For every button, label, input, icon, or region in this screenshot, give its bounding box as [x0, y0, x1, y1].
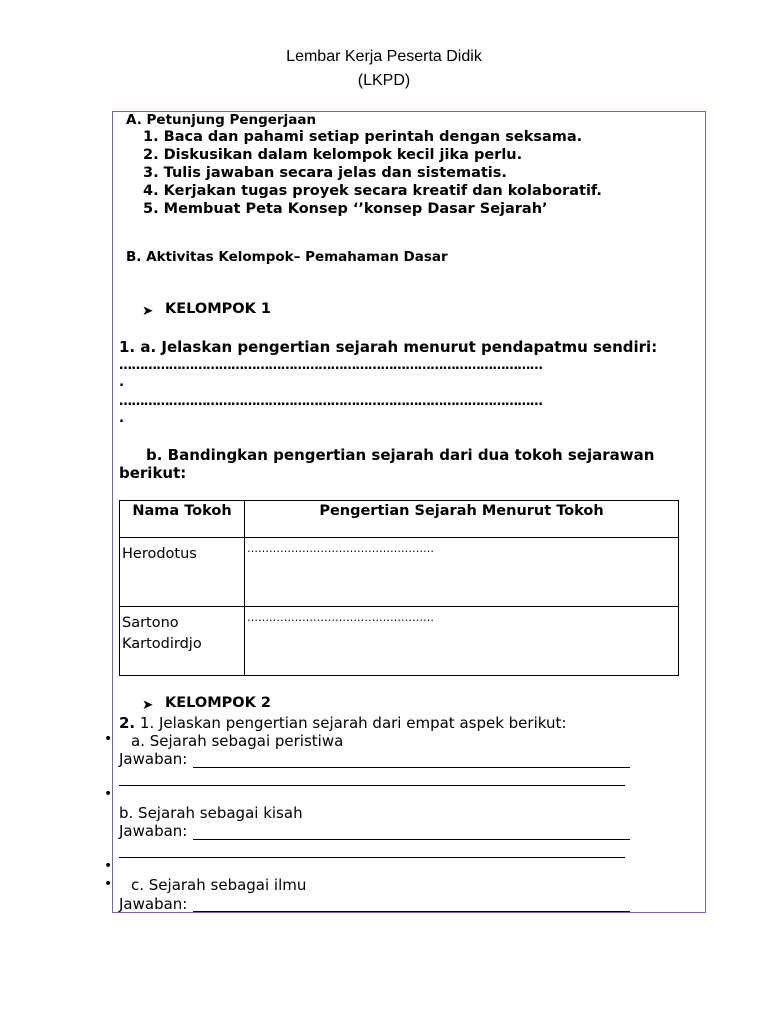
tokoh-table — [119, 500, 679, 676]
table-header-row — [120, 501, 679, 538]
jawaban-label-b: Jawaban: — [119, 822, 188, 840]
answer-dots-tail-2: . — [119, 410, 125, 426]
arrow-bullet-icon: ➤ — [142, 303, 154, 319]
aspect-b-label: b. Sejarah sebagai kisah — [119, 804, 303, 822]
table-row — [120, 607, 679, 676]
kelompok-1-heading: KELOMPOK 1 — [165, 301, 271, 317]
bullet-icon: • — [104, 731, 113, 747]
table-header-nama-tokoh: Nama Tokoh — [120, 501, 245, 538]
section-a-heading: A. Petunjung Pengerjaan — [126, 112, 317, 128]
bullet-icon: • — [104, 786, 113, 802]
answer-dots: …………………………………………… — [247, 542, 434, 555]
instruction-item-4: 4. Kerjakan tugas proyek secara kreatif dan kolaboratif. — [143, 183, 602, 199]
tokoh-name-line2: Kartodirdjo — [122, 636, 202, 652]
bullet-icon: • — [104, 876, 113, 892]
question-2-number: 2. — [119, 714, 136, 732]
table-cell-answer[interactable] — [245, 607, 679, 676]
answer-dots-tail-1: . — [119, 374, 125, 390]
answer-line-a2[interactable] — [119, 785, 625, 786]
tokoh-name-line1: Herodotus — [122, 546, 197, 562]
kelompok-2-heading: KELOMPOK 2 — [165, 695, 271, 711]
question-1b-line1: b. Bandingkan pengertian sejarah dari dua tokoh sejarawan — [146, 446, 655, 464]
table-cell-answer[interactable] — [245, 538, 679, 607]
answer-line-c1[interactable] — [193, 911, 630, 912]
table-header-pengertian: Pengertian Sejarah Menurut Tokoh — [245, 501, 679, 538]
answer-dots-line-2[interactable]: ………………………………………………………………………………………… — [119, 394, 543, 409]
answer-line-a1[interactable] — [193, 767, 630, 768]
jawaban-label-c: Jawaban: — [119, 895, 188, 913]
question-2 — [119, 714, 566, 732]
aspect-a-label: a. Sejarah sebagai peristiwa — [131, 732, 344, 750]
question-1a: 1. a. Jelaskan pengertian sejarah menurut pendapatmu sendiri: — [119, 338, 658, 356]
page-title: Lembar Kerja Peserta Didik — [286, 48, 482, 65]
section-b-heading: B. Aktivitas Kelompok– Pemahaman Dasar — [126, 249, 448, 265]
jawaban-label-a: Jawaban: — [119, 750, 188, 768]
instruction-item-1: 1. Baca dan pahami setiap perintah dengan seksama. — [143, 129, 583, 145]
question-2-text: 1. Jelaskan pengertian sejarah dari empat aspek berikut: — [135, 714, 567, 732]
instruction-item-3: 3. Tulis jawaban secara jelas dan sistematis. — [143, 165, 507, 181]
table-row — [120, 538, 679, 607]
answer-line-b2[interactable] — [119, 857, 625, 858]
arrow-bullet-icon: ➤ — [142, 697, 154, 713]
instruction-item-2: 2. Diskusikan dalam kelompok kecil jika perlu. — [143, 147, 523, 163]
answer-line-b1[interactable] — [193, 839, 630, 840]
page-subtitle: (LKPD) — [357, 72, 411, 89]
question-1b-line2: berikut: — [119, 464, 187, 482]
bullet-icon: • — [104, 858, 113, 874]
table-cell-name — [120, 538, 245, 607]
aspect-c-label: c. Sejarah sebagai ilmu — [131, 876, 307, 894]
instruction-item-5: 5. Membuat Peta Konsep ‘’konsep Dasar Sejarah’ — [143, 201, 548, 217]
answer-dots: …………………………………………… — [247, 611, 434, 624]
tokoh-name-line1: Sartono — [122, 615, 179, 631]
answer-dots-line-1[interactable]: ………………………………………………………………………………………… — [119, 358, 543, 373]
table-cell-name — [120, 607, 245, 676]
